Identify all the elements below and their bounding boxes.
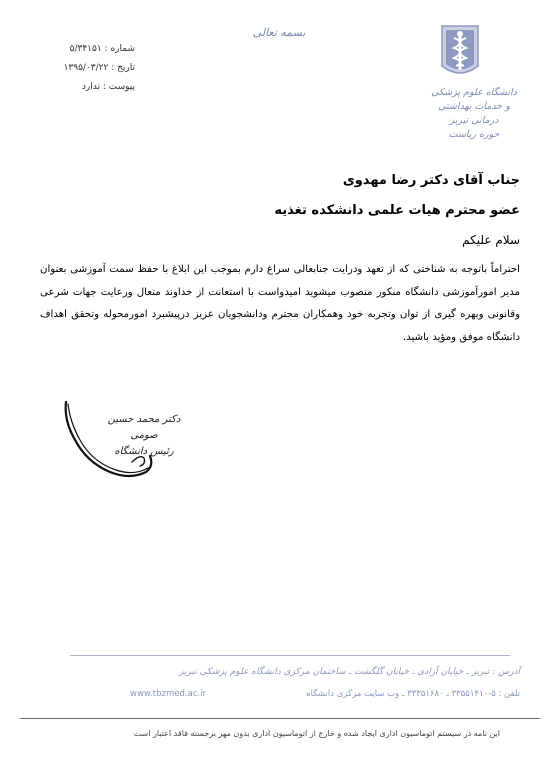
university-line-2: و خدمات بهداشتی درمانی تبریز (438, 101, 510, 126)
letter-number-label: شماره : (104, 44, 135, 54)
signatory-title: رئیس دانشگاه (114, 446, 174, 457)
letter-body: احتراماً باتوجه به شناختی که از تعهد ودرایت جنابعالی سراغ دارم بموجب این ابلاغ با حفظ سمت آموزشی بعنوان مدیر امورآموزشی دانشگاه منکور منصوب میشوید امیدواست با استعانت از خداوند متعال ورعایت جهات شرعی وقانونی وبهره گیری از توان وتجربه خود وهمکاران محترم ودانشجویان عزیز درپیشبرد امورمحوله وتحقق اهداف دانشگاه موفق ومؤید باشید. (40, 264, 520, 343)
footer-phone: تلفن : ۵-۳۳۵۵۱۴۱۰ ـ ۳۳۳۵۱۶۸۰ ـ وب سایت مرکزی دانشگاه (306, 689, 520, 699)
footer-website-link[interactable]: www.tbzmed.ac.ir (130, 689, 207, 699)
letter-date-label: تاریخ : (111, 63, 135, 73)
salutation: سلام علیکم (462, 233, 520, 247)
university-name (428, 86, 520, 142)
letter-attachment-label: پیوست : (102, 82, 135, 92)
bismillah-heading: بسمه تعالی (252, 26, 306, 39)
signatory-name: دکتر محمد حسین صومی (107, 414, 181, 441)
letter-date-row (40, 59, 135, 78)
university-line-1: دانشگاه علوم پزشکی (431, 87, 517, 98)
automation-disclaimer: این نامه در سیستم اتوماسیون اداری ایجاد شده و خارج از اتوماسیون اداری بدون مهر برجسته فاقد اعتبار است (133, 729, 500, 738)
signatory (100, 412, 188, 460)
letter-number-value: ۵/۳۴۱۵۱ (69, 44, 102, 54)
university-line-3: حوزه ریاست (448, 129, 500, 140)
footer-divider (70, 655, 510, 656)
recipient-title: عضو محترم هیات علمی دانشکده تغذیه (274, 203, 520, 218)
letter-metadata (40, 40, 135, 97)
letter-number-row (40, 40, 135, 59)
recipient-name: جناب آقای دکتر رضا مهدوی (342, 173, 520, 188)
letter-attachment-value: ندارد (81, 82, 100, 92)
disclaimer-divider (20, 718, 540, 719)
letter-attachment-row (40, 78, 135, 97)
university-logo-icon (432, 22, 488, 82)
letter-date-value: ۱۳۹۵/۰۳/۲۲ (63, 63, 109, 73)
footer-address: آدرس : تبریز ـ خیابان آزادی ـ خیابان گلگشت ـ ساختمان مرکزی دانشگاه علوم پزشکی تبریز (179, 667, 520, 677)
